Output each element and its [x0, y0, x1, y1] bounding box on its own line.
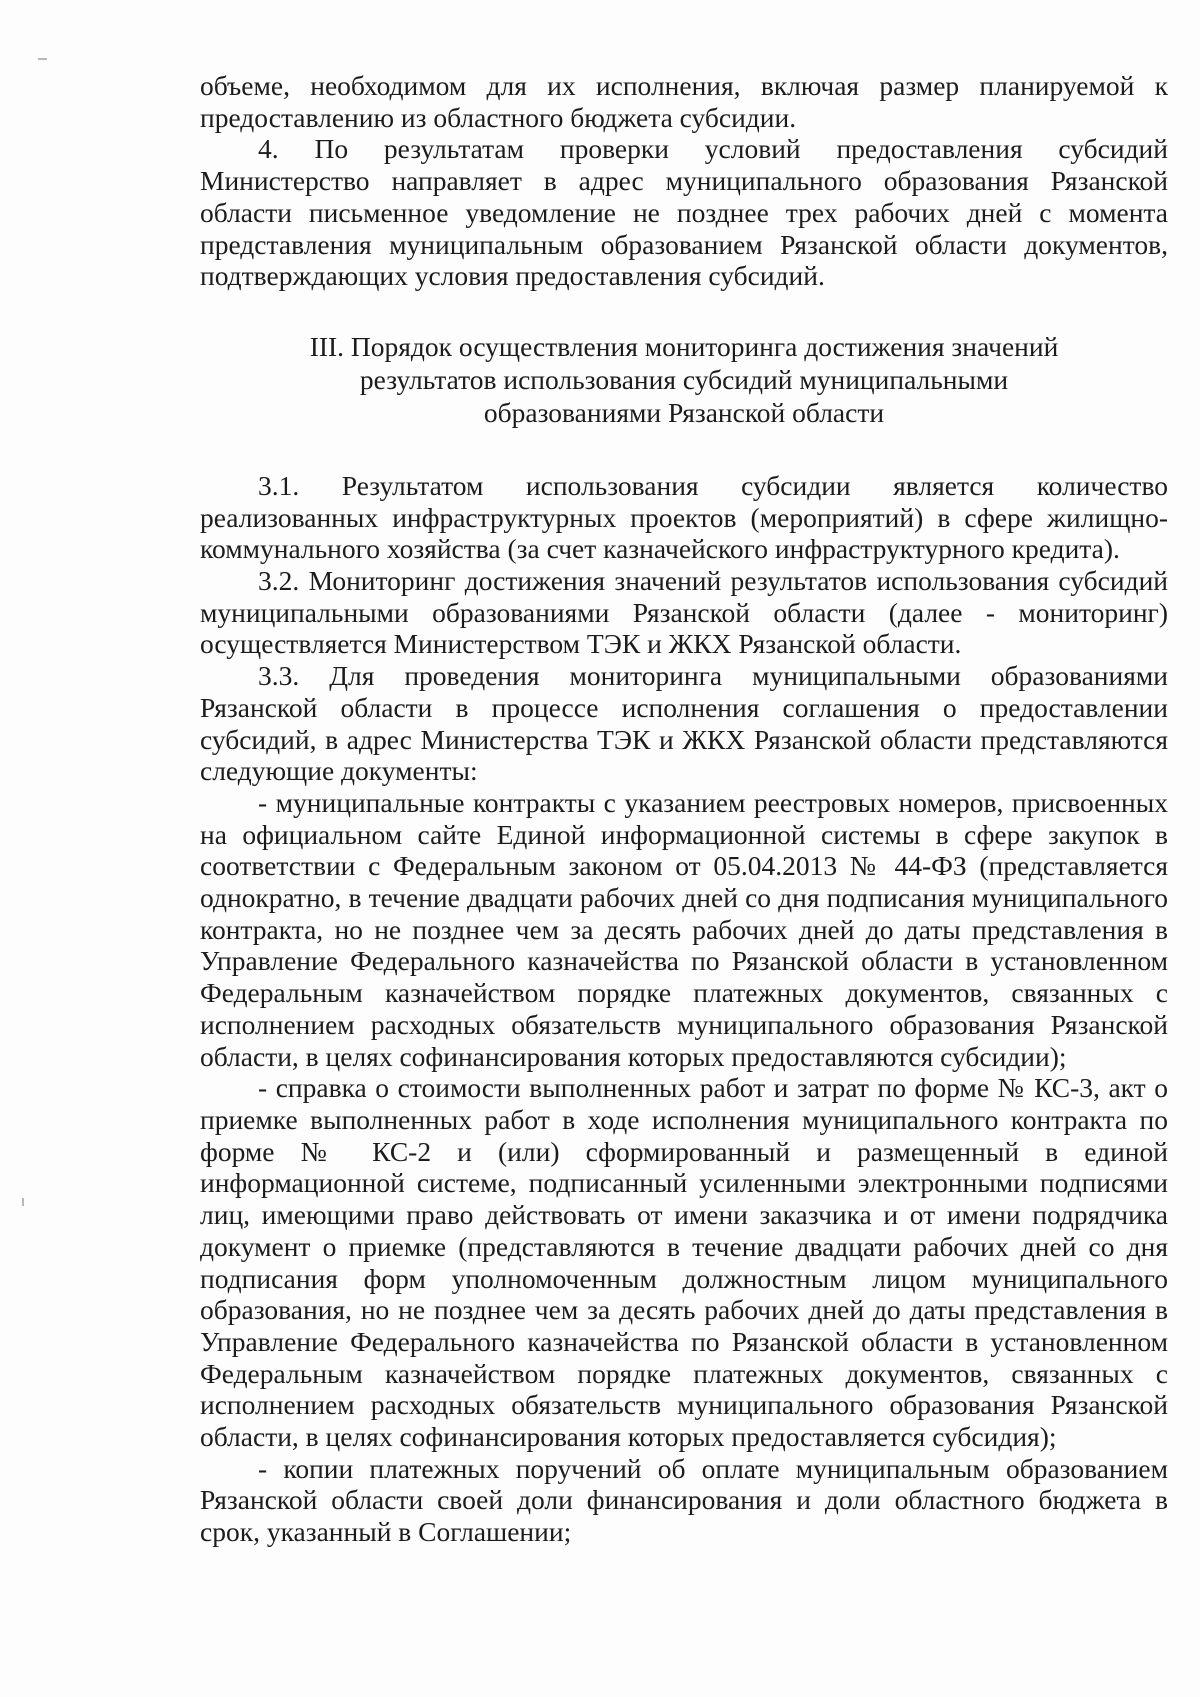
- section-heading-line: образованиями Рязанской области: [483, 396, 885, 428]
- document-body: [200, 70, 1168, 1548]
- paragraph-3-3: 3.3. Для проведения мониторинга муниципальными образованиями Рязанской области в процессе исполнения соглашения о предоставлении субсидий, в адрес Министерства ТЭК и ЖКХ Рязанской области представляются следующие документы:: [200, 660, 1168, 787]
- section-heading: [200, 330, 1168, 429]
- paragraph-item-4: 4. По результатам проверки условий предоставления субсидий Министерство направляет в адрес муниципального образования Рязанской области письменное уведомление не позднее трех рабочих дней с момента представления муниципальным образованием Рязанской области документов, подтверждающих условия предоставления субсидий.: [200, 133, 1168, 292]
- list-item-ks3-certificate: - справка о стоимости выполненных работ и затрат по форме № КС-3, акт о приемке выполненных работ в ходе исполнения муниципального контракта по форме № КС-2 и (или) сформированный и размещенный в единой информационной системе, подписанный усиленными электронными подписями лиц, имеющими право действовать от имени заказчика и от имени подрядчика документ о приемке (представляются в течение двадцати рабочих дней со дня подписания форм уполномоченным должностным лицом муниципального образования, но не позднее чем за десять рабочих дней до даты представления в Управление Федерального казначейства по Рязанской области в установленном Федеральным казначейством порядке платежных документов, связанных с исполнением расходных обязательств муниципального образования Рязанской области, в целях софинансирования которых предоставляется субсидия);: [200, 1072, 1168, 1453]
- paragraph-continuation: объеме, необходимом для их исполнения, включая размер планируемой к предоставлению из областного бюджета субсидии.: [200, 70, 1168, 133]
- scan-mark-middle: [22, 1198, 24, 1206]
- list-item-contracts: - муниципальные контракты с указанием реестровых номеров, присвоенных на официальном сайте Единой информационной системы в сфере закупок в соответствии с Федеральным законом от 05.04.2013 № 44-ФЗ (представляется однократно, в течение двадцати рабочих дней со дня подписания муниципального контракта, но не позднее чем за десять рабочих дней до даты представления в Управление Федерального казначейства по Рязанской области в установленном Федеральным казначейством порядке платежных документов, связанных с исполнением расходных обязательств муниципального образования Рязанской области, в целях софинансирования которых предоставляются субсидии);: [200, 786, 1168, 1072]
- paragraph-3-1: 3.1. Результатом использования субсидии является количество реализованных инфраструктурных проектов (мероприятий) в сфере жилищно-коммунального хозяйства (за счет казначейского инфраструктурного кредита).: [200, 469, 1168, 565]
- section-heading-line: результатов использования субсидий муниципальными: [359, 363, 1009, 395]
- paragraph-3-2: 3.2. Мониторинг достижения значений результатов использования субсидий муниципальными образованиями Рязанской области (далее - мониторинг) осуществляется Министерством ТЭК и ЖКХ Рязанской области.: [200, 565, 1168, 660]
- scan-mark-top: [38, 58, 47, 60]
- list-item-payment-orders: - копии платежных поручений об оплате муниципальным образованием Рязанской области своей доли финансирования и доли областного бюджета в срок, указанный в Соглашении;: [200, 1452, 1168, 1548]
- section-heading-line: III. Порядок осуществления мониторинга достижения значений: [309, 330, 1059, 362]
